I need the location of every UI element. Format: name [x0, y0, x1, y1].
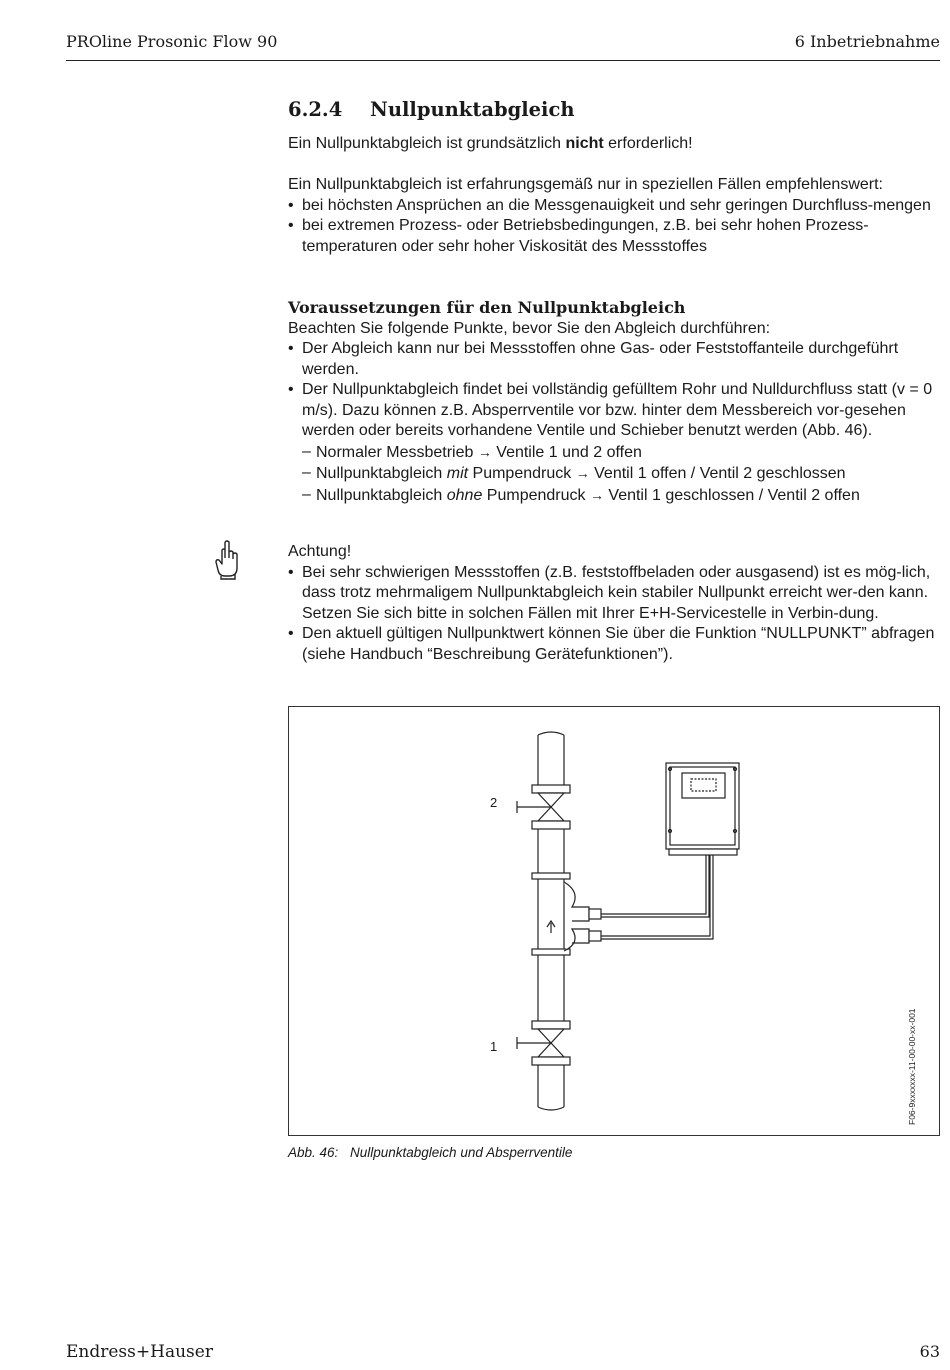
arrow-icon: → [477, 443, 492, 460]
dash-item: – Normaler Messbetrieb → Ventile 1 und 2 offen [288, 442, 948, 464]
prerequisites-block [288, 298, 948, 506]
intro-bold: nicht [565, 135, 604, 152]
header-chapter: 6 Inbetriebnahme [794, 32, 940, 51]
valve-label-2: 2 [490, 795, 498, 810]
bullet-item: • Bei sehr schwierigen Messstoffen (z.B. feststoffbeladen oder ausgasend) ist es mög-lich, dass trotz mehrmaligem Nullpunktabgleich kein stabiler Nullpunkt erreicht wer-den kann. Setzen Sie sich bitte in solchen Fällen mit Ihrer E+H-Servicestelle in Verbin-dung. [288, 563, 948, 625]
arrow-icon: → [575, 465, 590, 481]
note-block [288, 542, 948, 665]
figure-box [288, 706, 940, 1136]
pointing-hand-icon [213, 540, 241, 580]
prerequisites-intro: Beachten Sie folgende Punkte, bevor Sie den Abgleich durchführen: [288, 319, 771, 337]
intro-before: Ein Nullpunktabgleich ist grundsätzlich [288, 135, 566, 152]
bullet-item: • Der Nullpunktabgleich findet bei vollständig gefülltem Rohr und Nulldurchfluss statt (v = 0 m/s). Dazu können z.B. Absperrventile vor bzw. hinter dem Messbereich vor-gesehen werden oder bereits vorhandene Ventile und Schieber benutzt werden (Abb. 46). [288, 380, 948, 442]
caption-number: Abb. 46: [288, 1145, 339, 1160]
recommendation-paragraph: Ein Nullpunktabgleich ist erfahrungsgemäß nur in speziellen Fällen empfehlenswert: [288, 176, 883, 193]
bullet-item: • Der Abgleich kann nur bei Messstoffen ohne Gas- oder Feststoffanteile durchgeführt werden. [288, 339, 948, 380]
recommendation-block [288, 175, 948, 257]
arrow-icon: → [589, 486, 604, 503]
caption-text: Nullpunktabgleich und Absperrventile [350, 1145, 573, 1160]
intro-after: erforderlich! [603, 135, 693, 152]
footer-company: Endress+Hauser [66, 1342, 213, 1362]
intro-paragraph [288, 134, 948, 155]
section-number: 6.2.4 [288, 98, 343, 121]
section-title [288, 98, 575, 121]
bullet-item: • Den aktuell gültigen Nullpunktwert können Sie über die Funktion “NULLPUNKT” abfragen (siehe Handbuch “Beschreibung Gerätefunktionen”). [288, 624, 948, 665]
figure-id: F06-9xxxxxxx-11-00-00-xx-001 [907, 1008, 917, 1125]
header-document-title: PROline Prosonic Flow 90 [66, 32, 278, 51]
bullet-item: • bei extremen Prozess- oder Betriebsbedingungen, z.B. bei sehr hohen Prozess-temperaturen oder sehr hoher Viskosität des Messstoffes [288, 216, 948, 257]
page-number: 63 [919, 1342, 940, 1361]
bullet-item: • bei höchsten Ansprüchen an die Messgenauigkeit und sehr geringen Durchfluss-mengen [288, 196, 948, 217]
note-title: Achtung! [288, 543, 352, 560]
subheading: Voraussetzungen für den Nullpunktabgleich [288, 298, 686, 317]
dash-item: – Nullpunktabgleich mit Pumpendruck → Ventil 1 offen / Ventil 2 geschlossen [288, 463, 948, 485]
valve-label-1: 1 [490, 1039, 498, 1054]
section-title-text: Nullpunktabgleich [370, 98, 575, 121]
pipe-diagram [289, 707, 939, 1135]
dash-item: – Nullpunktabgleich ohne Pumpendruck → Ventil 1 geschlossen / Ventil 2 offen [288, 485, 948, 507]
header-rule [66, 60, 940, 61]
figure-caption [288, 1145, 572, 1160]
